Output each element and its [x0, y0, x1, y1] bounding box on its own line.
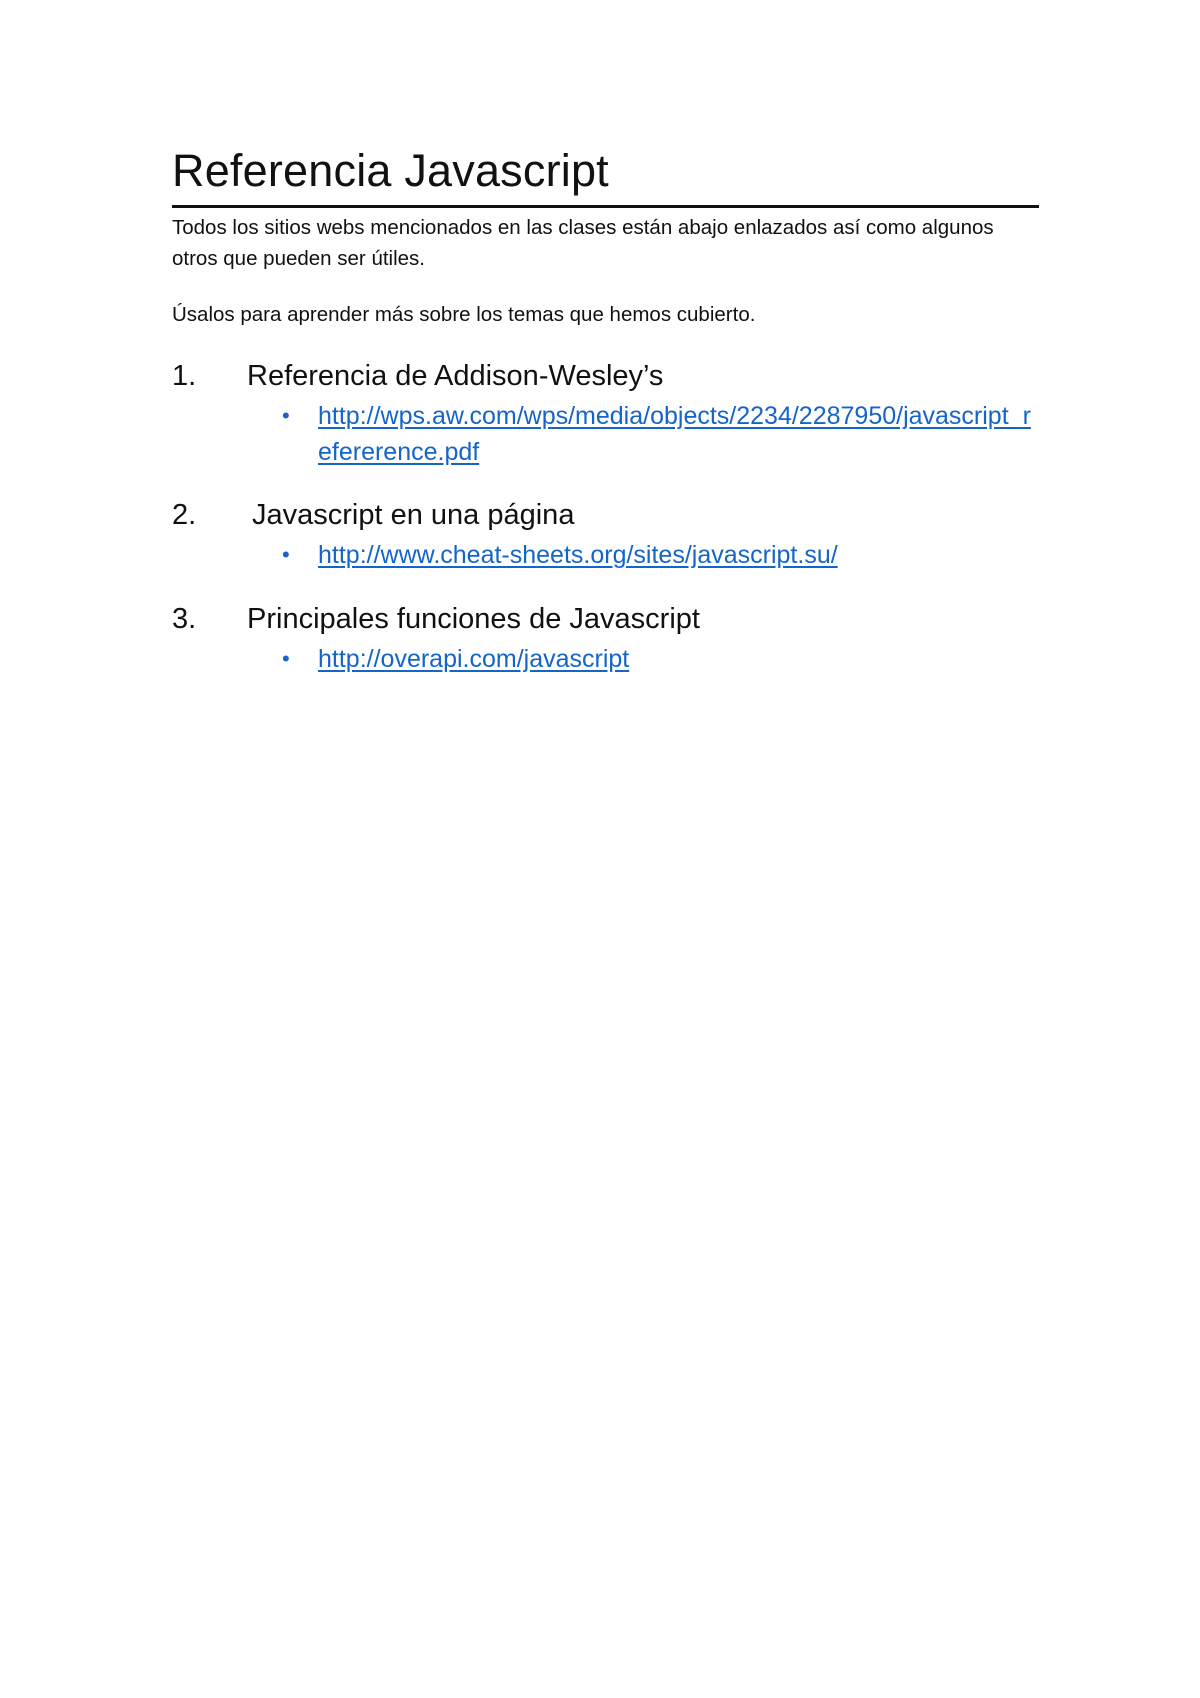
reference-link[interactable]: http://www.cheat-sheets.org/sites/javascript.su/ [318, 541, 838, 569]
title-underline-rule [172, 205, 1039, 208]
intro-paragraph: Todos los sitios webs mencionados en las clases están abajo enlazados así como algunos otros que pueden ser útiles. [172, 216, 994, 270]
section-number: 3. [172, 603, 197, 635]
reference-section-1 [172, 356, 1042, 470]
list-item [282, 537, 1042, 573]
page-title: Referencia Javascript [172, 145, 609, 196]
section-title: Principales funciones de Javascript [247, 603, 700, 635]
section-heading [172, 599, 1042, 639]
section-number: 1. [172, 360, 197, 392]
reference-link[interactable]: http://wps.aw.com/wps/media/objects/2234/2287950/javascript_refererence.pdf [318, 402, 1031, 466]
section-heading [172, 356, 1042, 396]
reference-section-2 [172, 495, 1042, 573]
bullet-icon: • [282, 646, 290, 671]
section-title: Referencia de Addison-Wesley’s [247, 360, 664, 392]
bullet-icon: • [282, 403, 290, 428]
reference-link[interactable]: http://overapi.com/javascript [318, 645, 630, 673]
bullet-icon: • [282, 542, 290, 567]
list-item [282, 398, 1042, 470]
list-item [282, 641, 1042, 677]
section-heading [172, 495, 1042, 535]
section-title: Javascript en una página [252, 499, 575, 531]
reference-section-3 [172, 599, 1042, 677]
intro-paragraph-secondary: Úsalos para aprender más sobre los temas que hemos cubierto. [172, 303, 756, 326]
section-number: 2. [172, 499, 197, 531]
